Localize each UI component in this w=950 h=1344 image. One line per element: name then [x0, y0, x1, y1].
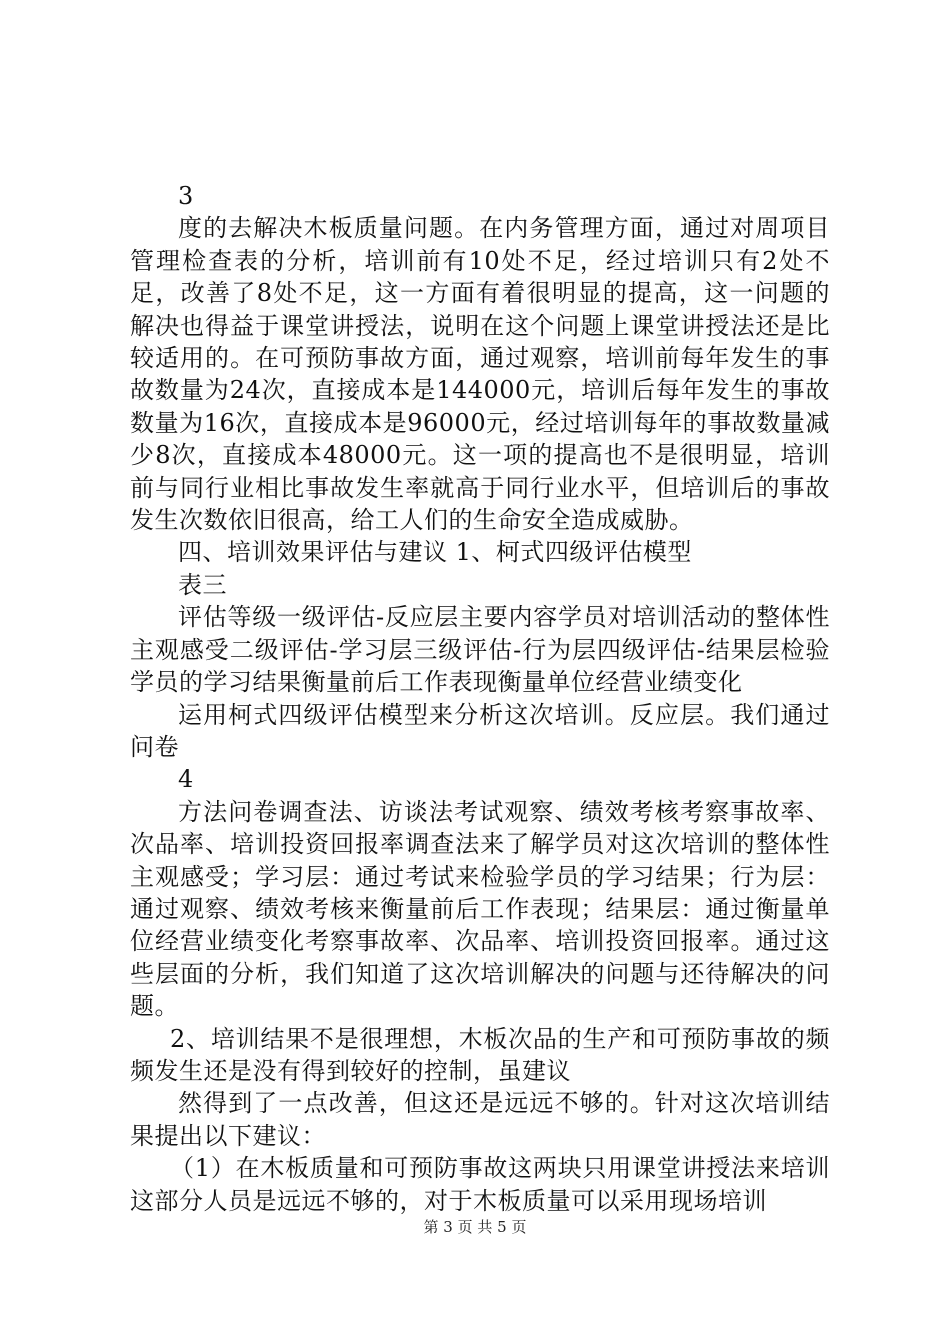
paragraph-suggestions-intro: 然得到了一点改善，但这还是远远不够的。针对这次培训结果提出以下建议：	[130, 1089, 830, 1150]
page-footer: 第 3 页 共 5 页	[423, 1218, 527, 1236]
section-heading-evaluation: 四、培训效果评估与建议 1、柯式四级评估模型	[178, 538, 692, 567]
page-number-marker-4: 4	[178, 765, 194, 794]
paragraph-suggestion-1: （1）在木板质量和可预防事故这两块只用课堂讲授法来培训这部分人员是远远不够的，对于木板质量可以采用现场培训	[130, 1154, 830, 1215]
paragraph-evaluation-levels: 评估等级一级评估-反应层主要内容学员对培训活动的整体性主观感受二级评估-学习层三级评估-行为层四级评估-结果层检验学员的学习结果衡量前后工作表现衡量单位经营业绩变化	[130, 603, 830, 697]
page-number-marker-3: 3	[178, 182, 194, 210]
table-caption: 表三	[178, 570, 227, 599]
paragraph-methods: 方法问卷调查法、访谈法考试观察、绩效考核考察事故率、次品率、培训投资回报率调查法来了解学员对这次培训的整体性主观感受；学习层：通过考试来检验学员的学习结果；行为层：通过观察、绩效考核来衡量前后工作表现；结果层：通过衡量单位经营业绩变化考察事故率、次品率、培训投资回报率。通过这些层面的分析，我们知道了这次培训解决的问题与还待解决的问题。	[130, 797, 830, 1021]
paragraph-results-unsatisfactory: 2、培训结果不是很理想，木板次品的生产和可预防事故的频频发生还是没有得到较好的控制，虽建议	[130, 1024, 830, 1085]
paragraph-quality-analysis: 度的去解决木板质量问题。在内务管理方面，通过对周项目管理检查表的分析，培训前有10处不足，经过培训只有2处不足，改善了8处不足，这一方面有着很明显的提高，这一问题的解决也得益于课堂讲授法，说明在这个问题上课堂讲授法还是比较适用的。在可预防事故方面，通过观察，培训前每年发生的事故数量为24次，直接成本是144000元，培训后每年发生的事故数量为16次，直接成本是96000元，经过培训每年的事故数量减少8次，直接成本48000元。这一项的提高也不是很明显，培训前与同行业相比事故发生率就高于同行业水平，但培训后的事故发生次数依旧很高，给工人们的生命安全造成威胁。	[130, 214, 830, 535]
paragraph-apply-model: 运用柯式四级评估模型来分析这次培训。反应层。我们通过问卷	[130, 700, 830, 761]
document-body	[130, 180, 830, 1217]
